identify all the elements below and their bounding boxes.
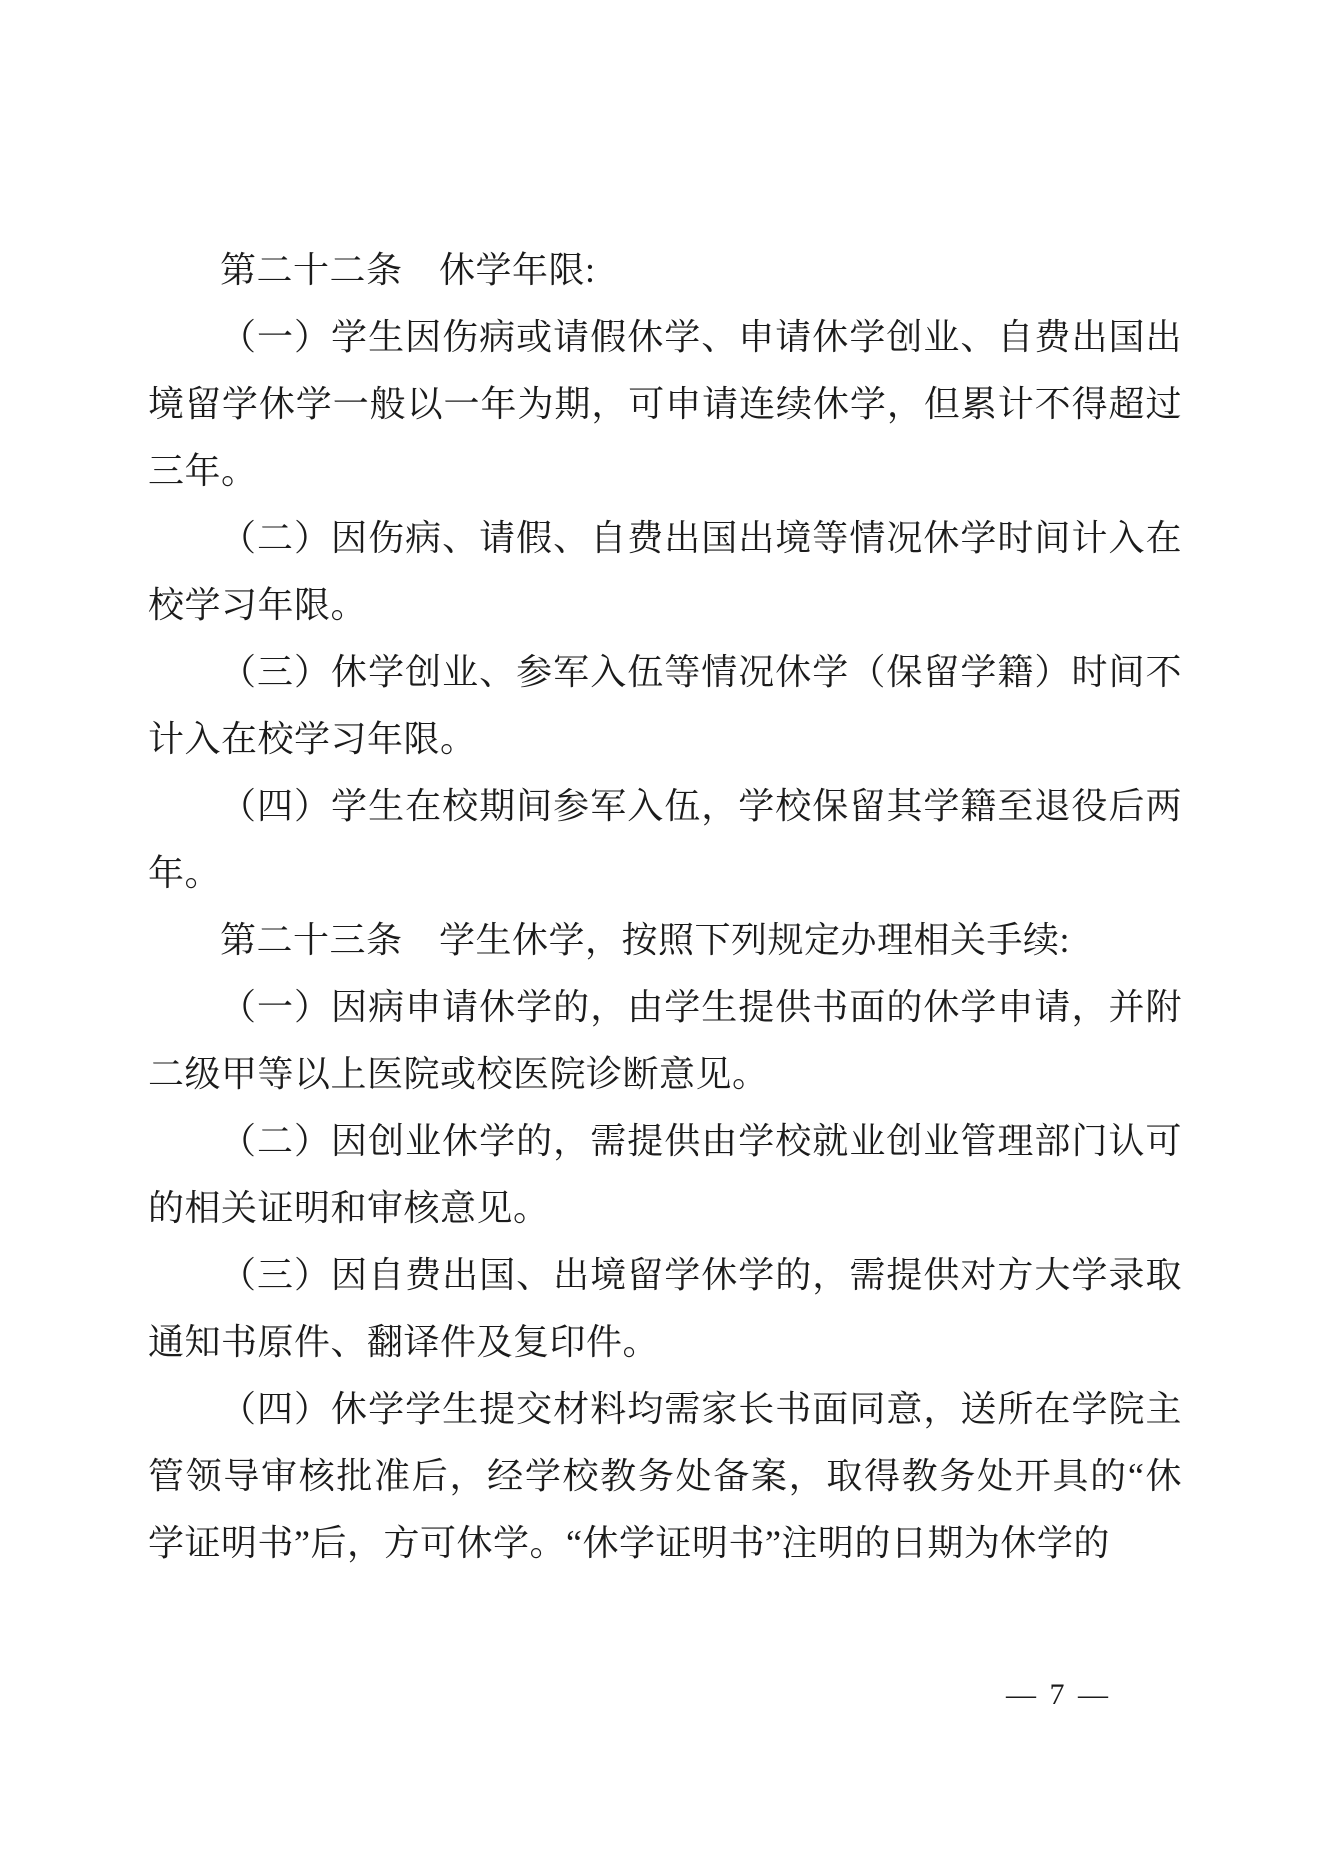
text-line: 三年。	[148, 451, 258, 491]
text-line: 管领导审核批准后，经学校教务处备案，取得教务处开具的“休	[148, 1456, 1182, 1496]
text-line: 通知书原件、翻译件及复印件。	[148, 1322, 660, 1362]
text-line: （三）休学创业、参军入伍等情况休学（保留学籍）时间不	[220, 652, 1182, 692]
article-23-item-4	[148, 1376, 1182, 1577]
article-23-item-1	[148, 974, 1182, 1108]
text-line: 二级甲等以上医院或校医院诊断意见。	[148, 1054, 769, 1094]
article-22-item-2	[148, 505, 1182, 639]
text-line: （三）因自费出国、出境留学休学的，需提供对方大学录取	[220, 1255, 1182, 1295]
text-line: 计入在校学习年限。	[148, 719, 477, 759]
text-line: 校学习年限。	[148, 585, 368, 625]
article-22-item-1	[148, 304, 1182, 505]
text-line: 的相关证明和审核意见。	[148, 1188, 550, 1228]
article-22-item-4	[148, 773, 1182, 907]
text-line: 第二十二条 休学年限:	[220, 250, 596, 290]
text-line: 学证明书”后，方可休学。“休学证明书”注明的日期为休学的	[148, 1523, 1110, 1563]
text-line: （一）因病申请休学的，由学生提供书面的休学申请，并附	[220, 987, 1182, 1027]
article-23-item-2	[148, 1108, 1182, 1242]
text-line: （四）休学学生提交材料均需家长书面同意，送所在学院主	[220, 1389, 1182, 1429]
text-line: 第二十三条 学生休学，按照下列规定办理相关手续:	[220, 920, 1071, 960]
article-23-item-3	[148, 1242, 1182, 1376]
text-line: （四）学生在校期间参军入伍，学校保留其学籍至退役后两	[220, 786, 1182, 826]
page-number: — 7 —	[1006, 1678, 1111, 1711]
text-line: （一）学生因伤病或请假休学、申请休学创业、自费出国出	[220, 317, 1182, 357]
text-line: 年。	[148, 853, 222, 893]
article-23-heading	[148, 907, 1182, 974]
text-line: （二）因伤病、请假、自费出国出境等情况休学时间计入在	[220, 518, 1182, 558]
text-line: 境留学休学一般以一年为期，可申请连续休学，但累计不得超过	[148, 384, 1182, 424]
document-body	[148, 237, 1182, 1577]
article-22-item-3	[148, 639, 1182, 773]
article-22-heading	[148, 237, 1182, 304]
text-line: （二）因创业休学的，需提供由学校就业创业管理部门认可	[220, 1121, 1182, 1161]
page-footer	[0, 1678, 1111, 1712]
